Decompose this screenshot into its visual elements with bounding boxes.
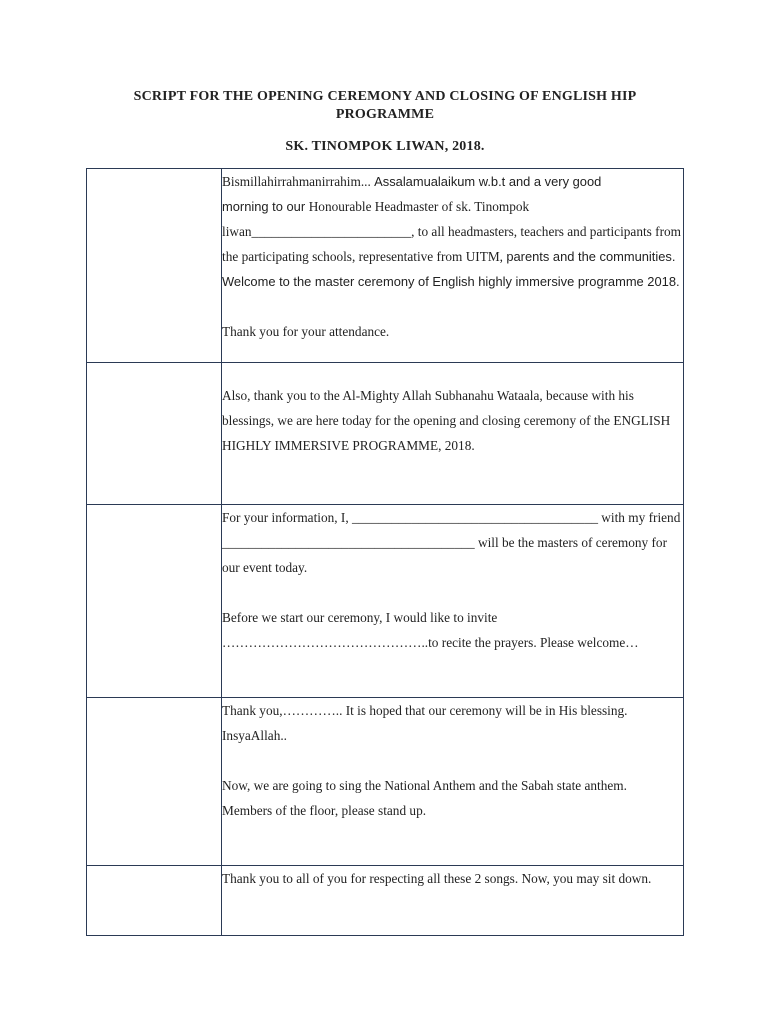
text-run: Assalamualaikum w.b.t and a very good (374, 174, 602, 189)
script-paragraph: Also, thank you to the Al-Mighty Allah Subhanahu Wataala, because with his blessings, we are here today for the opening and closing ceremony of the ENGLISH HIGHLY IMMERSIVE PROGRAMME, 2018. (222, 388, 671, 453)
text-run: parents and the communities. Welcome to the master ceremony of English highly immersive programme 2018. (222, 249, 680, 289)
script-paragraph: Before we start our ceremony, I would like to invite ………………………………………..to recite the prayers. Please welcome… (222, 610, 639, 650)
table-row (87, 505, 684, 698)
script-cell (222, 363, 684, 505)
script-table (86, 168, 684, 936)
blank-line (222, 580, 683, 605)
document-title: SCRIPT FOR THE OPENING CEREMONY AND CLOSING OF ENGLISH HIP PROGRAMME (133, 89, 637, 122)
document-subtitle: SK. TINOMPOK LIWAN, 2018. (285, 139, 485, 154)
speaker-cell (87, 698, 222, 866)
text-run: liwan________________________, to all headmasters, teachers and participants from the participating schools, representative from UITM, (222, 224, 682, 264)
blank-line (222, 748, 683, 773)
script-paragraph: Members of the floor, please stand up. (222, 803, 427, 818)
blank-line (222, 294, 683, 319)
script-cell (222, 866, 684, 936)
table-row (87, 363, 684, 505)
text-run: Honourable Headmaster of sk. Tinompok (308, 199, 530, 214)
speaker-cell (87, 866, 222, 936)
speaker-cell (87, 169, 222, 363)
speaker-cell (87, 363, 222, 505)
text-run: morning to our (222, 199, 309, 214)
script-paragraph: For your information, I, _____________________________________ with my friend ______________________________________ will be the masters of ceremony for our event today. (222, 510, 681, 575)
script-paragraph: Thank you to all of you for respecting all these 2 songs. Now, you may sit down. (222, 871, 652, 886)
speaker-cell (87, 505, 222, 698)
script-paragraph (222, 169, 683, 294)
script-cell (222, 505, 684, 698)
script-cell (222, 169, 684, 363)
table-row (87, 169, 684, 363)
table-row (87, 866, 684, 936)
script-cell (222, 698, 684, 866)
table-row (87, 698, 684, 866)
script-paragraph: Now, we are going to sing the National Anthem and the Sabah state anthem. (222, 778, 627, 793)
script-paragraph: Thank you,………….. It is hoped that our ceremony will be in His blessing. InsyaAllah.. (222, 703, 628, 743)
script-paragraph: Thank you for your attendance. (222, 324, 390, 339)
text-run: Bismillahirrahmanirrahim... (222, 174, 375, 189)
